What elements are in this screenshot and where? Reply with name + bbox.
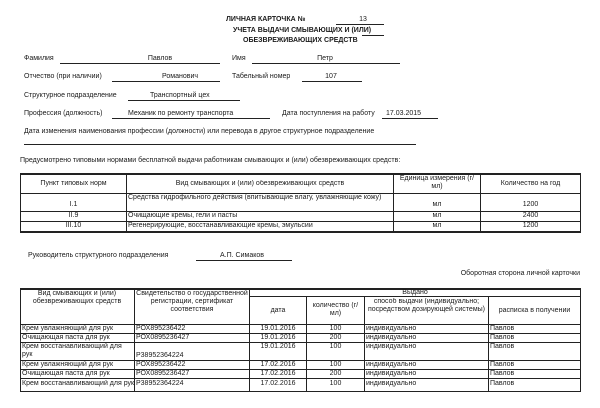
issue-row-name: Крем увлажняющий для рук <box>22 325 114 332</box>
issue-col-border <box>20 288 21 392</box>
issue-row-date: 19.01.2016 <box>260 334 296 341</box>
issue-row-method: индивидуально <box>366 361 417 368</box>
name-underline <box>252 63 400 64</box>
issue-row-date: 17.02.2016 <box>260 380 296 387</box>
name-label: Имя <box>232 55 246 62</box>
hire-date-value: 17.03.2015 <box>386 110 422 117</box>
issue-row-name: Крем восстанавливающий для рук <box>22 380 134 387</box>
norms-intro: Предусмотрено типовыми нормами бесплатной выдачи работникам смывающих и (или) обезвреживающих средств: <box>20 157 401 164</box>
issue-row-method: индивидуально <box>366 380 417 387</box>
issue-row-name: Крем увлажняющий для рук <box>22 361 114 368</box>
change-date-underline <box>24 144 416 145</box>
issue-row-cert: РОХ895236422 <box>136 325 186 332</box>
title-line3: ОБЕЗВРЕЖИВАЮЩИХ СРЕДСТВ <box>243 37 358 44</box>
profession-label: Профессия (должность) <box>24 110 103 117</box>
issue-row-sign: Павлов <box>490 343 515 350</box>
name-value: Петр <box>317 55 333 62</box>
profession-value: Механик по ремонту транспорта <box>128 110 234 117</box>
issue-header-method: способ выдачи (индивидуально; посредством дозирующей системы) <box>367 298 485 313</box>
norms-row-qty: 1200 <box>522 201 539 208</box>
issue-row-cert: Р38952364224 <box>136 380 184 387</box>
issue-row-sign: Павлов <box>490 361 515 368</box>
title-line2-underline <box>362 35 384 36</box>
issue-row-cert: РОХ0895236427 <box>136 334 190 341</box>
issue-header-cert: Свидетельство о государственной регистрации, сертификат соответствия <box>136 290 248 313</box>
norms-header-point: Пункт типовых норм <box>40 180 107 187</box>
issue-row-qty: 100 <box>329 325 342 332</box>
issue-col-border <box>580 288 581 392</box>
norms-table-top <box>20 173 581 175</box>
norms-table-bottom <box>20 231 581 233</box>
issue-row-qty: 200 <box>329 334 342 341</box>
issue-row-method: индивидуально <box>366 325 417 332</box>
issue-row-date: 17.02.2016 <box>260 361 296 368</box>
issue-header-sign: расписка в получении <box>498 307 571 314</box>
issue-row-sign: Павлов <box>490 370 515 377</box>
issue-row-method: индивидуально <box>366 334 417 341</box>
norms-row-point: I.1 <box>69 201 78 208</box>
issue-row-qty: 100 <box>329 380 342 387</box>
issue-row-divider <box>20 378 581 379</box>
issue-row-date: 19.01.2016 <box>260 325 296 332</box>
issue-col-border <box>134 288 135 392</box>
issue-row-date: 19.01.2016 <box>260 343 296 350</box>
norms-row-point: II.9 <box>68 212 79 219</box>
issue-row-date: 17.02.2016 <box>260 370 296 377</box>
head-label: Руководитель структурного подразделения <box>28 252 169 259</box>
issue-col-border <box>364 296 365 392</box>
dept-label: Структурное подразделение <box>24 92 117 99</box>
tabnum-underline <box>302 81 362 82</box>
issue-row-method: индивидуально <box>366 370 417 377</box>
norms-row-type: Регенерирующие, восстанавливающие кремы, эмульсии <box>128 222 313 229</box>
issue-row-name: Очищающая паста для рук <box>22 370 110 377</box>
issue-row-sign: Павлов <box>490 380 515 387</box>
issue-row-name: Очищающая паста для рук <box>22 334 110 341</box>
norms-row-qty: 2400 <box>522 212 539 219</box>
issue-header-type: Вид смывающих и (или) обезвреживающих средств <box>32 290 122 305</box>
title-prefix: ЛИЧНАЯ КАРТОЧКА № <box>226 16 306 23</box>
issue-header-date: дата <box>270 307 286 314</box>
hire-date-underline <box>382 118 438 119</box>
issue-row-method: индивидуально <box>366 343 417 350</box>
norms-row-unit: мл <box>432 201 442 208</box>
surname-value: Павлов <box>147 55 173 62</box>
dept-underline <box>128 100 240 101</box>
issue-row-qty: 200 <box>329 370 342 377</box>
issue-row-cert: Р38952364224 <box>136 352 184 359</box>
issue-row-cert: РОХ895236422 <box>136 361 186 368</box>
tabnum-value: 107 <box>325 73 337 80</box>
surname-label: Фамилия <box>24 55 54 62</box>
change-date-label: Дата изменения наименования профессии (должности) или перевода в другое структурное подразделение <box>24 128 375 135</box>
issue-row-name: Крем восстанавливающий для рук <box>22 343 122 358</box>
norms-row-type: Средства гидрофильного действия (впитывающие влагу, увлажняющие кожу) <box>128 194 382 201</box>
norms-row-qty: 1200 <box>522 222 539 229</box>
title-line1 <box>226 16 305 23</box>
hire-date-label: Дата поступления на работу <box>282 110 375 117</box>
card-number-underline <box>336 24 384 25</box>
profession-underline <box>112 118 270 119</box>
issue-row-qty: 100 <box>329 343 342 350</box>
head-underline <box>196 260 292 261</box>
norms-col-border <box>580 173 581 232</box>
norms-row-unit: мл <box>432 222 442 229</box>
patronymic-value: Романович <box>162 73 198 80</box>
issue-header-issued: Выдано <box>402 289 428 296</box>
card-number: 13 <box>359 16 367 23</box>
norms-header-qty: Количество на год <box>500 180 561 187</box>
norms-header-unit: Единица измерения (г/мл) <box>399 175 475 190</box>
title-line2: УЧЕТА ВЫДАЧИ СМЫВАЮЩИХ И (ИЛИ) <box>233 27 372 34</box>
issue-row-cert: РОХ0895236427 <box>136 370 190 377</box>
dept-value: Транспортный цех <box>150 92 210 99</box>
tabnum-label: Табельный номер <box>232 73 291 80</box>
norms-header-type: Вид смывающих и (или) обезвреживающих средств <box>175 180 345 187</box>
surname-underline <box>60 63 220 64</box>
issue-row-qty: 100 <box>329 361 342 368</box>
patronymic-label: Отчество (при наличии) <box>24 73 102 80</box>
issue-header-qty: количество (г/мл) <box>312 302 359 317</box>
norms-row-type: Очищающие кремы, гели и пасты <box>128 212 238 219</box>
patronymic-underline <box>112 81 220 82</box>
norms-row-point: III.10 <box>65 222 82 229</box>
norms-row-unit: мл <box>432 212 442 219</box>
issue-row-sign: Павлов <box>490 334 515 341</box>
reverse-label: Оборотная сторона личной карточки <box>460 270 580 277</box>
issue-row-sign: Павлов <box>490 325 515 332</box>
head-value: А.П. Симаков <box>220 252 264 259</box>
issue-table-bottom <box>20 391 581 392</box>
